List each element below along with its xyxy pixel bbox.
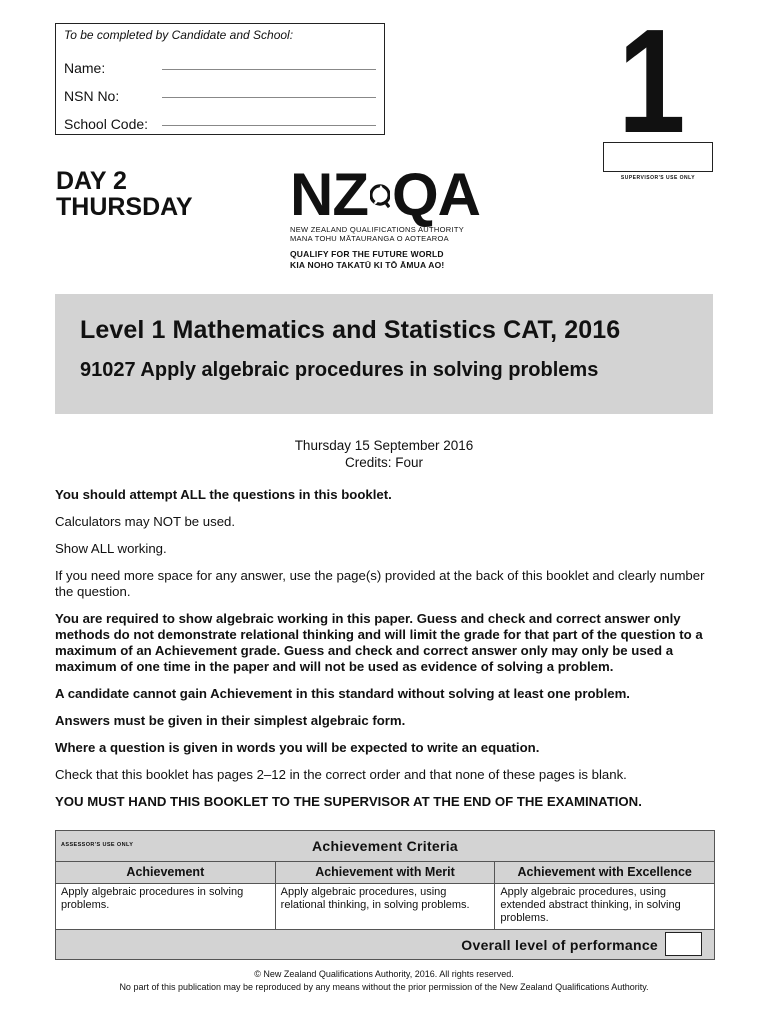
instruction-show-working: Show ALL working. bbox=[55, 541, 167, 556]
description-merit: Apply algebraic procedures, using relational thinking, in solving problems. bbox=[275, 884, 495, 929]
assessor-use-label: ASSESSOR'S USE ONLY bbox=[61, 842, 134, 848]
candidate-details-box bbox=[55, 23, 385, 135]
name-input-line[interactable] bbox=[162, 54, 376, 70]
criteria-title: Achievement Criteria bbox=[311, 838, 459, 854]
exam-title: Level 1 Mathematics and Statistics CAT, 2016 bbox=[80, 316, 621, 344]
instruction-calculators: Calculators may NOT be used. bbox=[55, 514, 236, 529]
column-excellence: Achievement with Excellence bbox=[494, 862, 714, 883]
criteria-descriptions bbox=[56, 883, 714, 929]
nzqa-wordmark bbox=[290, 161, 480, 228]
tagline-maori: KIA NOHO TAKATŪ KI TŌ ĀMUA AO! bbox=[290, 260, 445, 270]
day-label bbox=[56, 168, 193, 220]
school-code-input-line[interactable] bbox=[162, 110, 376, 126]
criteria-columns bbox=[56, 861, 714, 883]
wordmark-right: QA bbox=[392, 161, 480, 228]
date-credits bbox=[0, 437, 768, 471]
overall-performance-label: Overall level of performance bbox=[461, 937, 658, 953]
exam-date: Thursday 15 September 2016 bbox=[294, 438, 474, 453]
weekday-line: THURSDAY bbox=[56, 193, 193, 221]
copyright-footer bbox=[0, 968, 768, 994]
authority-name-english: NEW ZEALAND QUALIFICATIONS AUTHORITY bbox=[290, 225, 465, 234]
instruction-hand-in: YOU MUST HAND THIS BOOKLET TO THE SUPERVISOR AT THE END OF THE EXAMINATION. bbox=[55, 794, 642, 809]
tagline-english: QUALIFY FOR THE FUTURE WORLD bbox=[290, 249, 444, 259]
name-label: Name: bbox=[64, 60, 106, 76]
new-zealand-map-icon bbox=[370, 167, 390, 223]
wordmark-left: NZ bbox=[290, 161, 368, 228]
column-achievement: Achievement bbox=[126, 865, 205, 879]
exam-credits: Credits: Four bbox=[344, 455, 424, 470]
instruction-write-equation: Where a question is given in words you will be expected to write an equation. bbox=[55, 740, 540, 755]
authority-name-maori: MANA TOHU MĀTAURANGA O AOTEAROA bbox=[290, 234, 449, 243]
school-code-field[interactable] bbox=[64, 104, 376, 132]
instruction-achievement-requirement: A candidate cannot gain Achievement in this standard without solving at least one problem. bbox=[55, 686, 630, 701]
name-field[interactable] bbox=[64, 48, 376, 76]
booklet-number: 1 bbox=[618, 0, 683, 164]
instruction-attempt-all: You should attempt ALL the questions in this booklet. bbox=[55, 487, 392, 502]
reproduction-notice: No part of this publication may be reproduced by any means without the prior permission of the New Zealand Qualifications Authority. bbox=[119, 982, 649, 992]
overall-performance-row bbox=[56, 929, 714, 960]
column-merit: Achievement with Merit bbox=[275, 862, 495, 883]
day-line: DAY 2 bbox=[56, 167, 127, 195]
school-code-label: School Code: bbox=[64, 116, 149, 132]
nsn-label: NSN No: bbox=[64, 88, 120, 104]
criteria-header bbox=[56, 831, 714, 861]
description-excellence: Apply algebraic procedures, using extended abstract thinking, in solving problems. bbox=[494, 884, 714, 929]
instruction-algebraic-working: You are required to show algebraic working in this paper. Guess and check and correct answer only methods do not demonstrate relational thinking and will limit the grade for that part of the question to a maximum of an Achievement grade. Guess and check and correct answer only may only be used a maximum of one time in the paper and will not be used as evidence of solving a problem. bbox=[55, 611, 703, 674]
achievement-criteria-table bbox=[55, 830, 715, 960]
description-achievement: Apply algebraic procedures in solving problems. bbox=[61, 886, 244, 911]
nzqa-logo bbox=[290, 161, 480, 271]
standard-subtitle: 91027 Apply algebraic procedures in solving problems bbox=[80, 359, 599, 381]
instruction-check-pages: Check that this booklet has pages 2–12 in the correct order and that none of these pages is blank. bbox=[55, 767, 627, 782]
instruction-simplest-form: Answers must be given in their simplest algebraic form. bbox=[55, 713, 406, 728]
instruction-more-space: If you need more space for any answer, use the page(s) provided at the back of this booklet and clearly number the question. bbox=[55, 568, 705, 599]
nsn-field[interactable] bbox=[64, 76, 376, 104]
copyright-line: © New Zealand Qualifications Authority, 2016. All rights reserved. bbox=[254, 969, 514, 979]
supervisor-box[interactable] bbox=[603, 142, 713, 172]
instructions bbox=[55, 487, 715, 821]
overall-performance-box[interactable] bbox=[665, 932, 702, 956]
title-band bbox=[55, 294, 713, 414]
candidate-box-heading: To be completed by Candidate and School: bbox=[64, 28, 294, 42]
nsn-input-line[interactable] bbox=[162, 82, 376, 98]
supervisor-label: SUPERVISOR'S USE ONLY bbox=[620, 175, 696, 181]
